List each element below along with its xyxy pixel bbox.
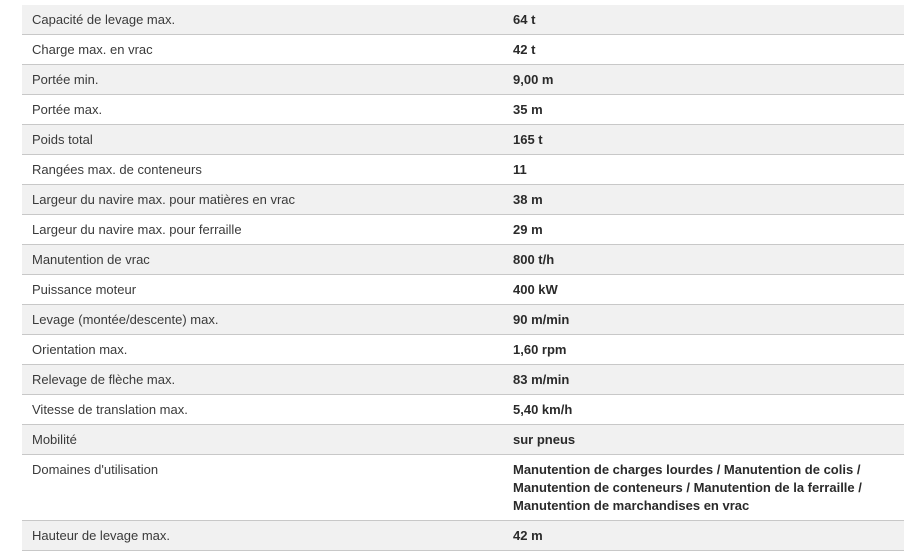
spec-row-container-rows <box>22 155 904 185</box>
spec-label: Capacité de levage max. <box>22 5 502 35</box>
spec-label: Puissance moteur <box>22 275 502 305</box>
spec-value: 9,00 m <box>502 65 904 95</box>
spec-label: Rangées max. de conteneurs <box>22 155 502 185</box>
spec-value: sur pneus <box>502 425 904 455</box>
spec-label: Relevage de flèche max. <box>22 365 502 395</box>
spec-row-lifting-height <box>22 521 904 551</box>
spec-row-bulk-load <box>22 35 904 65</box>
spec-row-hoisting-speed <box>22 305 904 335</box>
spec-label: Vitesse de translation max. <box>22 395 502 425</box>
spec-value: 800 t/h <box>502 245 904 275</box>
spec-label: Hauteur de levage max. <box>22 521 502 551</box>
spec-value: Manutention de charges lourdes / Manutention de colis / Manutention de conteneurs / Manutention de la ferraille / Manutention de marchandises en vrac <box>502 455 904 521</box>
spec-row-total-weight <box>22 125 904 155</box>
spec-value: 83 m/min <box>502 365 904 395</box>
spec-value: 400 kW <box>502 275 904 305</box>
spec-row-slewing <box>22 335 904 365</box>
spec-label: Domaines d'utilisation <box>22 455 502 521</box>
spec-value: 38 m <box>502 185 904 215</box>
spec-value: 5,40 km/h <box>502 395 904 425</box>
spec-value: 165 t <box>502 125 904 155</box>
spec-value: 11 <box>502 155 904 185</box>
spec-row-ship-width-scrap <box>22 215 904 245</box>
spec-row-luffing <box>22 365 904 395</box>
spec-row-applications <box>22 455 904 521</box>
spec-label: Manutention de vrac <box>22 245 502 275</box>
spec-label: Mobilité <box>22 425 502 455</box>
spec-value: 90 m/min <box>502 305 904 335</box>
spec-label: Largeur du navire max. pour ferraille <box>22 215 502 245</box>
spec-value: 29 m <box>502 215 904 245</box>
spec-label: Charge max. en vrac <box>22 35 502 65</box>
spec-label: Poids total <box>22 125 502 155</box>
spec-row-min-reach <box>22 65 904 95</box>
spec-label: Portée min. <box>22 65 502 95</box>
spec-label: Portée max. <box>22 95 502 125</box>
spec-value: 35 m <box>502 95 904 125</box>
spec-row-bulk-handling <box>22 245 904 275</box>
spec-label: Largeur du navire max. pour matières en vrac <box>22 185 502 215</box>
spec-value: 64 t <box>502 5 904 35</box>
spec-label: Levage (montée/descente) max. <box>22 305 502 335</box>
spec-row-travel-speed <box>22 395 904 425</box>
spec-row-ship-width-bulk <box>22 185 904 215</box>
spec-row-mobility <box>22 425 904 455</box>
specifications-table <box>22 5 904 551</box>
spec-row-lifting-capacity <box>22 5 904 35</box>
spec-row-engine-power <box>22 275 904 305</box>
spec-value: 42 t <box>502 35 904 65</box>
spec-row-max-reach <box>22 95 904 125</box>
spec-value: 42 m <box>502 521 904 551</box>
spec-label: Orientation max. <box>22 335 502 365</box>
spec-value: 1,60 rpm <box>502 335 904 365</box>
